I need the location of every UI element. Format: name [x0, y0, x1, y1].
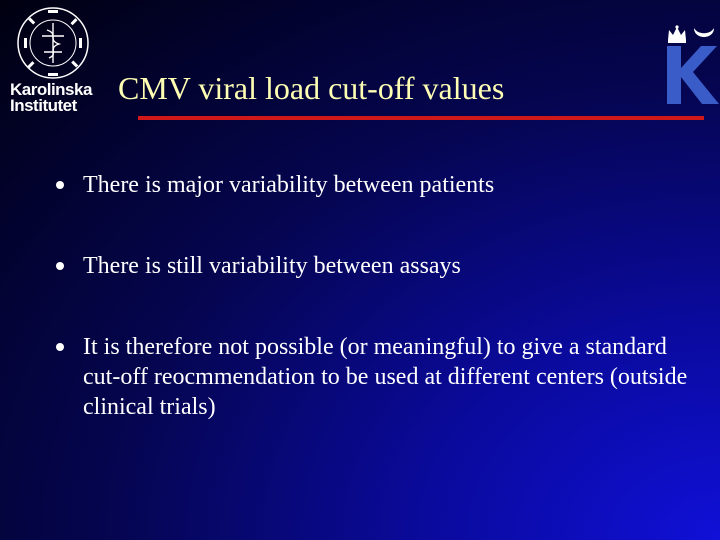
title-underline [138, 116, 704, 120]
karolinska-seal-icon [16, 6, 90, 80]
bullet-dot-icon [56, 262, 64, 270]
bullet-text: There is major variability between patients [83, 172, 495, 198]
karolinska-logo [6, 6, 98, 114]
crown-icon [666, 24, 688, 44]
slide-title: CMV viral load cut-off values [118, 70, 505, 106]
bullet-text: There is still variability between assays [83, 253, 461, 279]
bullet-text: It is therefore not possible (or meaningful) to give a standard cut-off reocmmendation to be used at different centers (outside clinical trials) [83, 334, 688, 420]
k-logo [664, 24, 720, 108]
institution-name [10, 82, 102, 114]
bullet-dot-icon [56, 343, 64, 351]
bullet-dot-icon [56, 181, 64, 189]
crescent-icon [692, 24, 716, 44]
institution-name-line1: Karolinska [10, 80, 92, 99]
institution-name-line2: Institutet [10, 96, 77, 115]
k-letter-icon [664, 44, 720, 106]
